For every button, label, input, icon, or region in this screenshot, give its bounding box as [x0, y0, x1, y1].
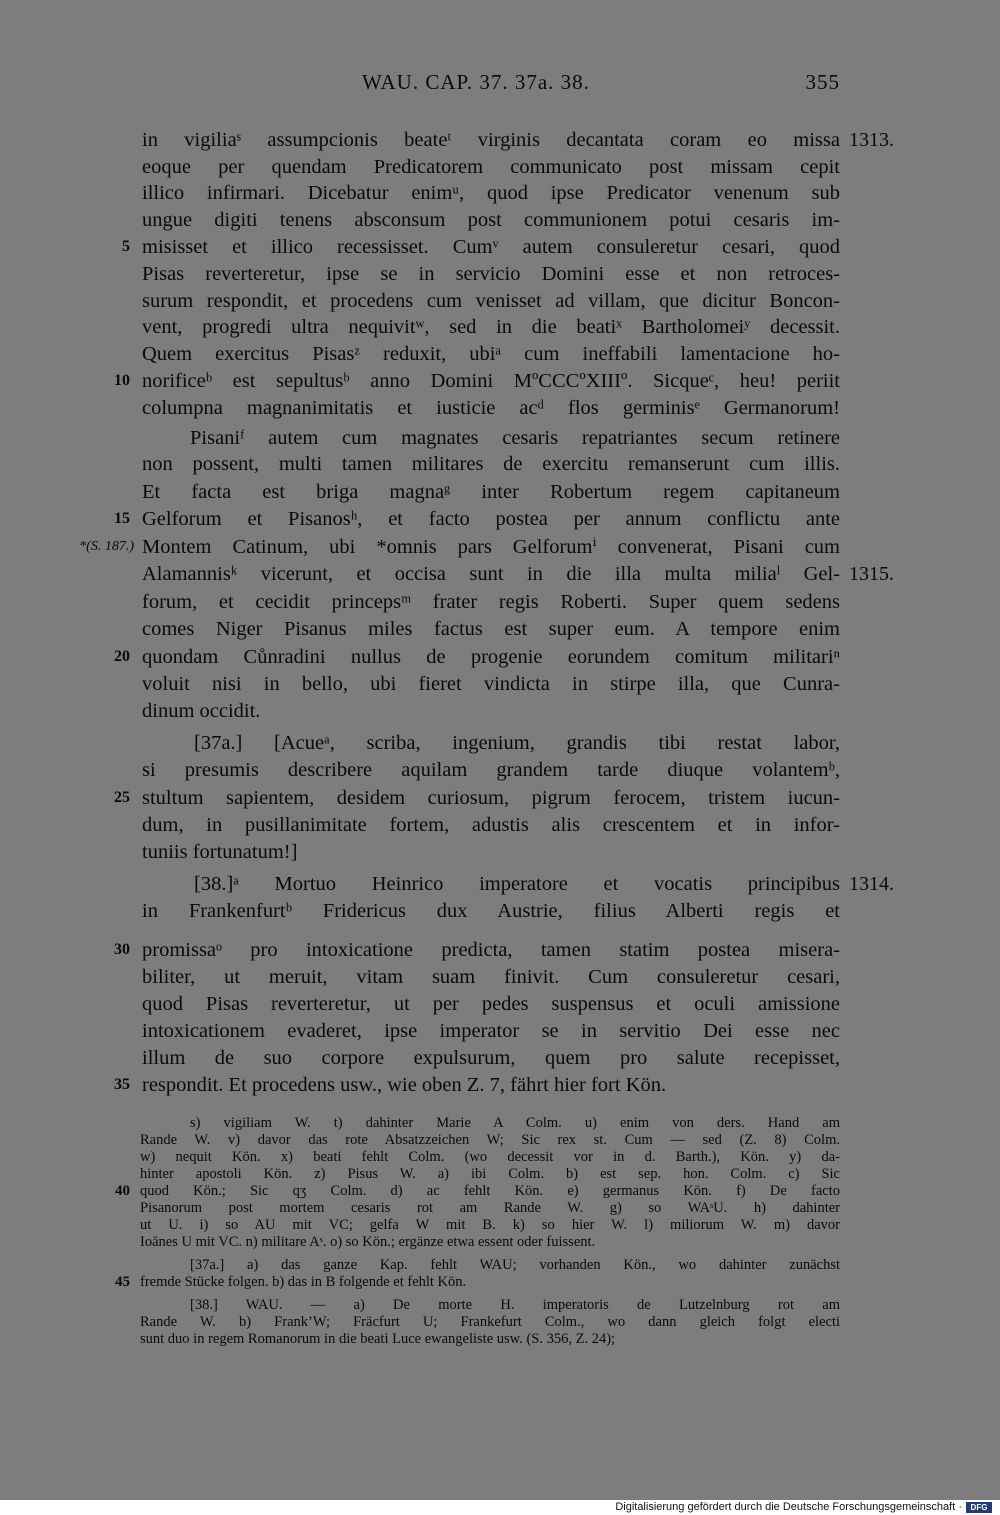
line-number: 30 [114, 941, 130, 958]
footnote-line: s) vigiliam W. t) dahinter Marie A Colm. u) enim von ders. Hand am [190, 1115, 840, 1131]
line-number: 25 [114, 789, 130, 806]
text-line: dum, in pusillanimitate fortem, adustis alis crescentem et in infor- [142, 814, 840, 836]
text-line: stultum sapientem, desidem curiosum, pigrum ferocem, tristem iucun- [142, 787, 840, 809]
footnote-line: Pisanorum post mortem cesaris rot am Rande W. g) so WAˢU. h) dahinter [140, 1200, 840, 1216]
line-number: 10 [114, 372, 130, 389]
text-line: illico infirmari. Dicebatur enimᵘ, quod ipse Predicator venenum sub [142, 182, 840, 204]
footnote-line: [38.] WAU. — a) De morte H. imperatoris de Lutzelnburg rot am [190, 1297, 840, 1313]
text-line: promissaᵒ pro intoxicatione predicta, tamen statim postea misera- [142, 939, 840, 961]
text-line: [38.]ᵃ Mortuo Heinrico imperatore et vocatis principibus [194, 873, 840, 895]
footnote-line-number: 40 [115, 1183, 130, 1199]
text-line: Et facta est briga magnaᵍ inter Robertum regem capitaneum [142, 481, 840, 503]
footnote-line: Rande W. b) Frank’W; Fräcfurt U; Frankefurt Colm., wo dann gleich folgt electi [140, 1314, 840, 1330]
line-number: 5 [122, 238, 130, 255]
text-line: quondam Cůnradini nullus de progenie eorundem comitum militariⁿ [142, 646, 840, 668]
text-line: in vigiliaˢ assumpcionis beateᵗ virginis decantata coram eo missa [142, 129, 840, 151]
text-line: surum respondit, et procedens cum venisset ad villam, que dicitur Boncon- [142, 290, 840, 312]
footnote-line: Rande W. v) davor das rote Absatzzeichen W; Sic rex st. Cum — sed (Z. 8) Colm. [140, 1132, 840, 1148]
line-number: 35 [114, 1076, 130, 1093]
page-number: 355 [805, 70, 840, 94]
text-line: tuniis fortunatum!] [142, 841, 298, 863]
running-header [140, 70, 840, 98]
text-line: biliter, ut meruit, vitam suam finivit. Cum consuleretur cesari, [142, 966, 840, 988]
footnote-line: [37a.] a) das ganze Kap. fehlt WAU; vorhanden Kön., wo dahinter zunächst [190, 1257, 840, 1273]
footnote-line-number: 45 [115, 1274, 130, 1290]
text-line: quod Pisas reverteretur, ut per pedes suspensus et oculi amissione [142, 993, 840, 1015]
text-line: illum de suo corpore expulsurum, quem pro salute recepisset, [142, 1047, 840, 1069]
text-line: vent, progredi ultra nequivitʷ, sed in die beatiˣ Bartholomeiʸ decessit. [142, 316, 840, 338]
text-line: Pisaniᶠ autem cum magnates cesaris repatriantes secum retinere [190, 427, 840, 449]
text-line: norificeᵇ est sepultusᵇ anno Domini MºCCCºXIIIº. Sicqueᶜ, heu! periit [142, 370, 840, 392]
line-number: 15 [114, 510, 130, 527]
margin-year: 1314. [849, 873, 894, 895]
running-title: WAU. CAP. 37. 37a. 38. [362, 70, 590, 94]
text-line: Pisas reverteretur, ipse se in servicio Domini esse et non retroces- [142, 263, 840, 285]
text-line: Quem exercitus Pisasᶻ reduxit, ubiᵃ cum ineffabili lamentacione ho- [142, 343, 840, 365]
text-line: intoxicationem evaderet, ipse imperator se in servitio Dei esse nec [142, 1020, 840, 1042]
text-line: [37a.] [Acueᵃ, scriba, ingenium, grandis tibi restat labor, [194, 732, 840, 754]
text-line: eoque per quendam Predicatorem communicato post missam cepit [142, 156, 840, 178]
text-line: non possent, multi tamen militares de exercitu remanserunt cum illis. [142, 453, 840, 475]
margin-year: 1313. [849, 129, 894, 151]
margin-year: 1315. [849, 563, 894, 585]
text-line: si presumis describere aquilam grandem tarde diuque volantemᵇ, [142, 759, 840, 781]
footer-credit: Digitalisierung gefördert durch die Deutsche Forschungsgemeinschaft · [615, 1501, 962, 1513]
footnote-line: quod Kön.; Sic qʒ Colm. d) ac fehlt Kön. e) germanus Kön. f) De facto [140, 1183, 840, 1199]
text-line: Alamannisᵏ vicerunt, et occisa sunt in die illa multa miliaˡ Gel- [142, 563, 840, 585]
footnote-line: hinter apostoli Kön. z) Pisus W. a) ibi Colm. b) est sep. hon. Colm. c) Sic [140, 1166, 840, 1182]
text-line: ungue digiti tenens absconsum post communionem potui cesaris im- [142, 209, 840, 231]
footnote-line: fremde Stücke folgen. b) das in B folgende et fehlt Kön. [140, 1274, 467, 1290]
text-line: Montem Catinum, ubi *omnis pars Gelforumⁱ convenerat, Pisani cum [142, 536, 840, 558]
footnote-line: Ioānes U mit VC. n) militare Aˢ. o) so Kön.; ergänze etwa essent oder fuissent. [140, 1234, 596, 1250]
text-line: forum, et cecidit princepsᵐ frater regis Roberti. Super quem sedens [142, 591, 840, 613]
footnote-line: ut U. i) so AU mit VC; gelfa W mit B. k) so hier W. l) miliorum W. m) davor [140, 1217, 840, 1233]
footnote-line: w) nequit Kön. x) beati fehlt Colm. (wo decessit vor in d. Barth.), Kön. y) da- [140, 1149, 840, 1165]
text-line: voluit nisi in bello, ubi fieret vindicta in stirpe illa, que Cunra- [142, 673, 840, 695]
footnote-line: sunt duo in regem Romanorum in die beati Luce ewangeliste usw. (S. 356, Z. 24); [140, 1331, 616, 1347]
dfg-logo: DFG [966, 1502, 992, 1513]
line-number: 20 [114, 648, 130, 665]
text-line: misisset et illico recessisset. Cumᵛ autem consuleretur cesari, quod [142, 236, 840, 258]
text-line: Gelforum et Pisanosʰ, et facto postea per annum conflictu ante [142, 508, 840, 530]
margin-page-ref: *(S. 187.) [79, 539, 134, 554]
text-line: in Frankenfurtᵇ Fridericus dux Austrie, filius Alberti regis et [142, 900, 840, 922]
text-line: comes Niger Pisanus miles factus est super eum. A tempore enim [142, 618, 840, 640]
text-line: respondit. Et procedens usw., wie oben Z. 7, fährt hier fort Kön. [142, 1074, 667, 1096]
text-line: columpna magnanimitatis et iusticie acᵈ flos germinisᵉ Germanorum! [142, 397, 840, 419]
text-line: dinum occidit. [142, 700, 261, 722]
